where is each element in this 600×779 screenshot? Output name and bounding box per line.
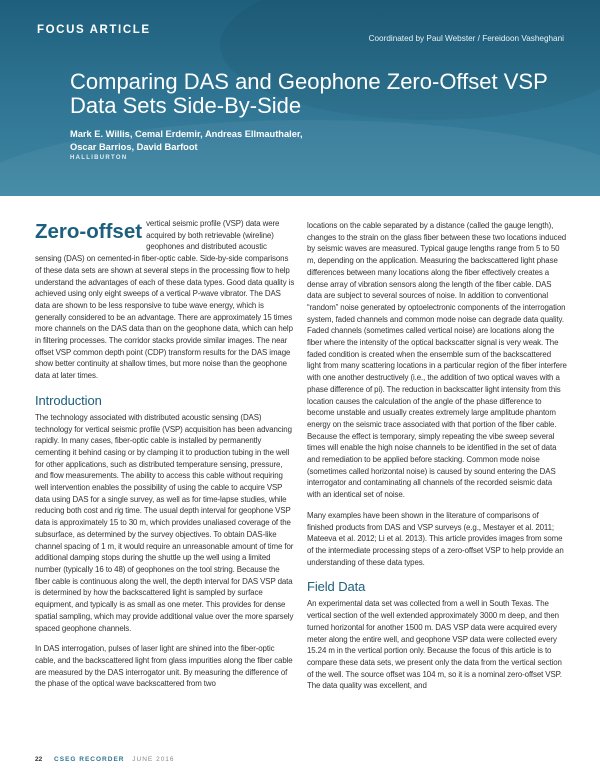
abstract-lead-word: Zero-offset (35, 220, 143, 243)
title-banner (0, 0, 600, 196)
abstract-paragraph (35, 218, 295, 382)
introduction-paragraph-1: The technology associated with distributed acoustic sensing (DAS) technology for vertical seismic profile (VSP) acquisition has been advancing rapidly. In many cases, fiber-optic cable is installed by permanently cementing it behind casing or by clamping it to production tubing in the well for other applications, such as distributed temperature sensing, pressure, and flow measurements. The ability to access this cable without requiring well intervention enables the possibility of using the cable to acquire VSP data using DAS for a single survey, as well as for time-lapse studies, while reducing both cost and rig time. The usual depth interval for geophone VSP data is approximately 15 to 30 m, which provides unaliased coverage of the subsurface, as determined by the survey objectives. To obtain DAS-like channel spacing of 1 m, it would require an unreasonable amount of time for additional damping stops during the shuttle up the well using a limited number (typically 16 to 48) of geophones on the tool string. Because the fiber cable is continuous along the well, the depth interval for DAS VSP data is determined by how the backscattered light is sampled by surface equipment, and typically is as small as one meter. This provides for dense spatial sampling, which may provide additional value over the more sparsely spaced geophone channels. (35, 412, 294, 633)
field-data-paragraph: An experimental data set was collected from a well in South Texas. The vertical section of the well extended approximately 3000 m deep, and then turned horizontal for another 1500 m. DAS VSP data were acquired every meter along the entire well, and geophone VSP data were collected every 15.24 m in the vertical portion only. Because the focus of this article is to compare these data sets, we present only the data from the vertical section of the well. The source offset was 104 m, so it is a nominal zero-offset VSP. The data quality was excellent, and (307, 599, 562, 691)
introduction-heading: Introduction (35, 392, 102, 408)
authors-line-2: Oscar Barrios, David Barfoot (70, 141, 198, 152)
page-number: 22 (35, 756, 43, 763)
literature-paragraph: Many examples have been shown in the literature of comparisons of finished products from DAS and VSP surveys (e.g., Mestayer et al. 2011; Mateeva et al. 2012; Li et al. 2013). This article provides images from some of the intermediate processing steps of a zero-offset VSP to help provide an understanding of these data types. (307, 510, 564, 567)
das-noise-paragraph: locations on the cable separated by a distance (called the gauge length), changes to the strain on the glass fiber between these two locations induced by seismic waves are measured. Typical gauge lengths range from 5 to 50 m, depending on the application. Measuring the backscattered light phase differences between many locations along the fiber effectively creates a dense array of vibration sensors along the length of the fiber cable. DAS data are subject to several sources of noise. In addition to conventional “random” noise generated by optoelectronic components of the interrogation system, faded channels and common mode noise can degrade data quality. Faded channels (sometimes called vertical noise) are locations along the fiber where the intensity of the optical backscatter signal is very weak. The faded condition is created when the ensemble sum of the backscattered light from many scattering locations in a particular region of the fiber interfere with one another destructively (i.e., the addition of two optical waves with a phase difference of pi). The reduction in backscatter light intensity from this location causes the calculation of the angle of the phase difference to become unstable and usually creates extremely large amplitude phantom energy on the seismic trace associated with that portion of the fiber cable. Because the effect is temporary, simply repeating the vibe sweep several times will enable the high noise channels to be identified in the set of data and remediation to be applied before stacking. Common mode noise (sometimes called horizontal noise) is caused by sound entering the DAS interrogator and contaminating all channels of the recorded seismic data with an identical set of noise. (307, 221, 567, 500)
introduction-paragraph-2: In DAS interrogation, pulses of laser light are shined into the fiber-optic cable, and the backscattered light from glass impurities along the fiber cable are measured by the DAS interrogator unit. By measuring the difference of the phase of the optical wave backscattered from two (35, 644, 293, 689)
left-column (35, 218, 295, 699)
article-title: Comparing DAS and Geophone Zero-Offset VSP Data Sets Side-By-Side (70, 69, 548, 118)
right-column (307, 220, 567, 701)
field-data-heading: Field Data (307, 579, 366, 595)
section-kicker: FOCUS ARTICLE (37, 24, 151, 36)
page-footer (35, 756, 175, 763)
magazine-name: CSEG RECORDER (54, 756, 125, 763)
abstract-text: vertical seismic profile (VSP) data were acquired by both retrievable (wireline) geophones and distributed acoustic sensing (DAS) on cemented-in fiber-optic cable. Side-by-side comparisons of these data sets are shown at several steps in the processing flow to help understand the advantages of each of these data types. Good data quality is achieved using only eight sweeps of a vertical P-wave vibrator. The DAS data are shown to be less responsive to tube wave energy, which is generally considered to be an advantage. There are approximately 15 times more channels on the DAS data than on the geophone data, which can help in filtering processes. The corridor stacks provide similar images. The near offset VSP common depth point (CDP) transform results for the DAS image show better continuity at shallow times, but more noise than the geophone data at later times. (35, 219, 295, 381)
author-affiliation: HALLIBURTON (70, 155, 128, 161)
issue-date: JUNE 2016 (132, 756, 175, 763)
authors-line-1: Mark E. Willis, Cemal Erdemir, Andreas Ellmauthaler, (70, 129, 303, 139)
author-list (70, 128, 550, 153)
coordinators-line: Coordinated by Paul Webster / Fereidoon Vasheghani (368, 34, 564, 43)
